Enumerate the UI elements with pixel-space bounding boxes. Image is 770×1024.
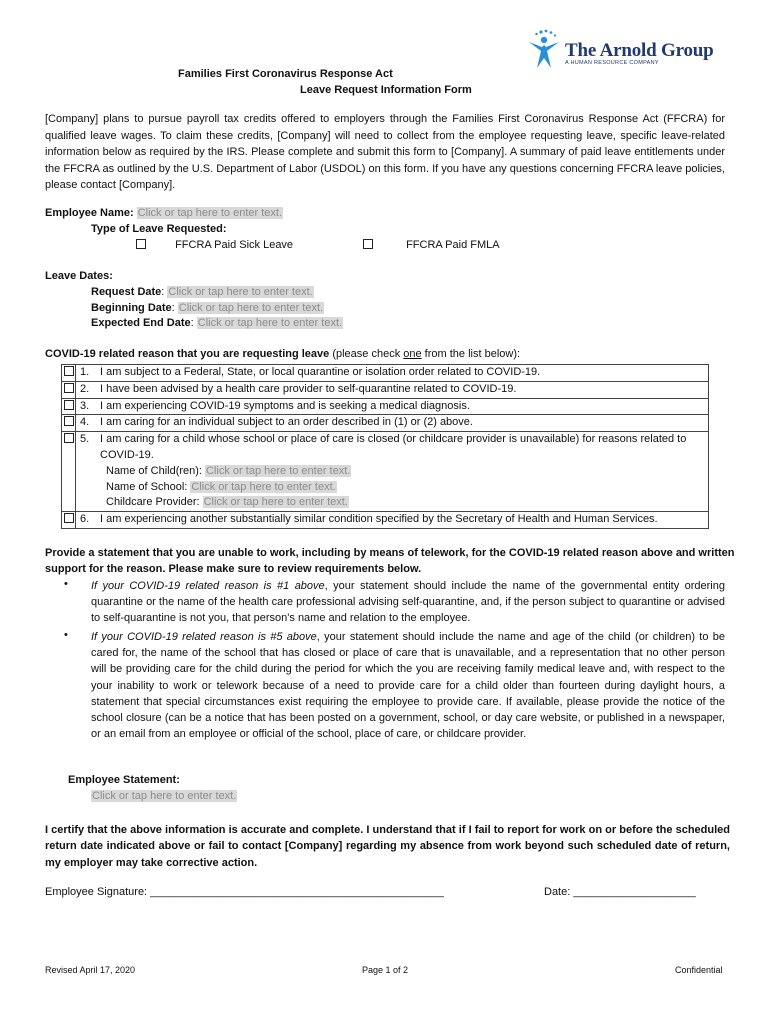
footer-confidential: Confidential [675,965,723,975]
reason-1-text: I am subject to a Federal, State, or local quarantine or isolation order related to COVID-19. [94,365,709,382]
bullet-2-icon: • [64,629,68,641]
child-name-field[interactable]: Click or tap here to enter text. [206,464,351,477]
reason-row-5: 5. I am caring for a child whose school or place of care is closed (or childcare provider is unavailable) for reasons related to COVID-19. Name of Child(ren): Click or tap here to enter text. Name of School: Click or tap here to enter text. Childcare Provider: Click or tap here to enter text. [62,432,709,512]
leave-type-row: Type of Leave Requested: [91,223,227,235]
bullet-1-icon: • [64,578,68,590]
employee-name-field[interactable]: Click or tap here to enter text. [137,207,283,219]
reason-row-1: 1. I am subject to a Federal, State, or local quarantine or isolation order related to COVID-19. [62,365,709,382]
reason-3-text: I am experiencing COVID-19 symptoms and is seeking a medical diagnosis. [94,398,709,415]
sick-leave-label: FFCRA Paid Sick Leave [175,239,294,251]
school-name-row: Name of School: Click or tap here to enter text. [106,480,336,493]
beginning-date-label: Beginning Date [91,302,172,314]
certification-paragraph: I certify that the above information is accurate and complete. I understand that if I fail to report for work on or before the scheduled return date indicated above or fail to contact [Company] regarding my absence from work beyond such scheduled date of return, my employer may take corrective action. [45,824,730,869]
child-name-row: Name of Child(ren): Click or tap here to enter text. [106,464,351,477]
intro-paragraph: [Company] plans to pursue payroll tax credits offered to employers through the Families First Coronavirus Response Act (FFCRA) for qualified leave wages. To claim these credits, [Company] will need to collect from the employee requesting leave, specific leave-related information below as required by the IRS. Please complete and submit this form to [Company]. A summary of paid leave entitlements under the FFCRA as outlined by the U.S. Department of Labor (USDOL) on this form. If you have any questions concerning FFCRA leave policies, please contact [Company]. [45,113,725,191]
employee-statement-label: Employee Statement: [68,774,180,786]
bullet-1-text: If your COVID-19 related reason is #1 above, your statement should include the name of the governmental entity ordering quarantine or the name of the health care professional advising self-quarantine, and, if the person subject to quarantine or advised to self-quarantine is not you, that person's name and relation to the employee. [91,580,725,625]
company-logo [525,28,725,72]
reason-2-text: I have been advised by a health care provider to self-quarantine related to COVID-19. [94,381,709,398]
request-date-row: Request Date: Click or tap here to enter text. [91,286,313,298]
fmla-label: FFCRA Paid FMLA [406,239,500,251]
footer-page-number: Page 1 of 2 [362,965,409,975]
leave-dates-heading: Leave Dates: [45,270,113,282]
employee-name-row: Employee Name: Click or tap here to enter text. [45,207,283,219]
logo-name: The Arnold Group [565,40,714,61]
end-date-label: Expected End Date [91,317,191,329]
reason-4-checkbox[interactable] [64,416,74,426]
childcare-provider-row: Childcare Provider: Click or tap here to enter text. [106,496,348,509]
form-title-line1: Families First Coronavirus Response Act [178,68,393,80]
beginning-date-row: Beginning Date: Click or tap here to enter text. [91,302,324,314]
statement-heading: Provide a statement that you are unable to work, including by means of telework, for the COVID-19 related reason above and written support for the reason. Please make sure to review requirements below. [45,547,735,575]
reason-row-3: 3. I am experiencing COVID-19 symptoms and is seeking a medical diagnosis. [62,398,709,415]
reason-row-4: 4. I am caring for an individual subject to an order described in (1) or (2) above. [62,415,709,432]
leave-type-label: Type of Leave Requested [91,223,223,235]
logo-figure-icon [525,28,563,72]
sick-leave-option [136,239,293,251]
reason-row-2: 2. I have been advised by a health care provider to self-quarantine related to COVID-19. [62,381,709,398]
sick-leave-checkbox[interactable] [136,239,146,249]
end-date-row: Expected End Date: Click or tap here to enter text. [91,317,343,329]
reason-2-checkbox[interactable] [64,383,74,393]
footer-revised: Revised April 17, 2020 [45,965,136,975]
school-name-field[interactable]: Click or tap here to enter text. [191,480,336,493]
end-date-field[interactable]: Click or tap here to enter text. [197,317,343,329]
covid-reason-table [61,364,709,529]
date-line[interactable]: Date: ____________________ [544,886,696,898]
beginning-date-field[interactable]: Click or tap here to enter text. [178,302,324,314]
bullet-2-text: If your COVID-19 related reason is #5 above, your statement should include the name and age of the child (or children) to be cared for, the name of the school that has closed or place of care that is unavailable, and a representation that no other person will be providing care for the child during the period for which the you are receiving family medical leave and, with respect to the your inability to work or telework because of a need to provide care for a child older than fourteen during daylight hours, a statement that special circumstances exist requiring the employee to provide care. If available, please provide the notice of the school closure (can be a notice that has been posted on a government, school, or day care website, or published in a newspaper, or an email from an employee or official of the school, place of care, or childcare provider. [91,631,726,741]
signature-line[interactable]: Employee Signature: ________________________________________________ [45,886,444,898]
reason-6-text: I am experiencing another substantially similar condition specified by the Secretary of Health and Human Services. [94,512,709,529]
form-title-line2: Leave Request Information Form [300,84,472,96]
reason-3-checkbox[interactable] [64,400,74,410]
logo-tagline: A HUMAN RESOURCE COMPANY [565,60,659,66]
covid-reason-heading: COVID-19 related reason that you are requesting leave (please check one from the list below): [45,348,521,360]
reason-5-checkbox[interactable] [64,433,74,443]
reason-row-6: 6. I am experiencing another substantially similar condition specified by the Secretary of Health and Human Services. [62,512,709,529]
fmla-checkbox[interactable] [363,239,373,249]
employee-statement-row [91,790,237,802]
request-date-label: Request Date [91,286,162,298]
reason-4-text: I am caring for an individual subject to an order described in (1) or (2) above. [94,415,709,432]
reason-1-checkbox[interactable] [64,366,74,376]
fmla-option [363,239,500,251]
reason-5-text: I am caring for a child whose school or place of care is closed (or childcare provider is unavailable) for reasons related to COVID-19. [100,433,687,461]
employee-name-label: Employee Name [45,207,130,219]
reason-6-checkbox[interactable] [64,513,74,523]
employee-statement-field[interactable]: Click or tap here to enter text. [92,790,237,802]
request-date-field[interactable]: Click or tap here to enter text. [168,286,313,298]
childcare-provider-field[interactable]: Click or tap here to enter text. [203,496,348,509]
